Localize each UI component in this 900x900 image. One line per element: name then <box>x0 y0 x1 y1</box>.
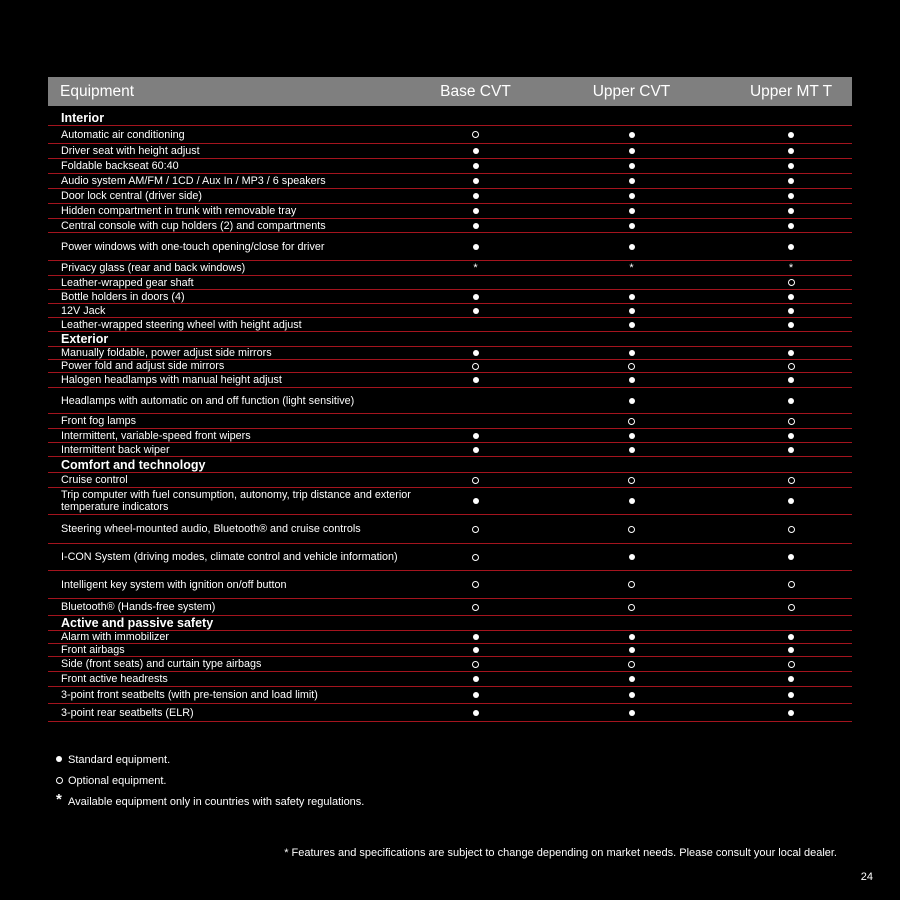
availability-cell <box>730 477 852 484</box>
availability-cell <box>730 676 852 682</box>
availability-cell <box>730 322 852 328</box>
availability-cell <box>533 363 730 370</box>
equipment-label: I-CON System (driving modes, climate control and vehicle information) <box>61 551 398 563</box>
table-row <box>48 318 852 332</box>
standard-dot-icon <box>788 433 794 439</box>
availability-cell <box>730 132 852 138</box>
standard-dot-icon <box>473 193 479 199</box>
table-row <box>48 174 852 189</box>
optional-circle-icon <box>472 477 479 484</box>
equipment-label: Hidden compartment in trunk with removable tray <box>61 205 297 217</box>
standard-dot-icon <box>629 244 635 250</box>
standard-dot-icon <box>629 647 635 653</box>
availability-cell <box>730 377 852 383</box>
standard-dot-icon <box>788 634 794 640</box>
table-header <box>48 77 852 106</box>
availability-cell <box>418 148 533 154</box>
availability-cell <box>533 676 730 682</box>
table-row <box>48 672 852 687</box>
availability-cell <box>418 208 533 214</box>
equipment-label: Foldable backseat 60:40 <box>61 160 179 172</box>
availability-cell <box>418 477 533 484</box>
header-upper-cvt: Upper CVT <box>592 82 671 100</box>
availability-cell <box>418 131 533 138</box>
equipment-label: Manually foldable, power adjust side mirrors <box>61 347 272 359</box>
section-title: Active and passive safety <box>48 616 852 631</box>
legend-optional-label: Optional equipment. <box>68 775 167 787</box>
availability-cell <box>730 634 852 640</box>
standard-dot-icon <box>629 350 635 356</box>
availability-cell <box>730 294 852 300</box>
availability-cell <box>730 710 852 716</box>
equipment-label: Leather-wrapped steering wheel with height adjust <box>61 318 302 331</box>
availability-cell <box>730 350 852 356</box>
header-base-cvt: Base CVT <box>440 82 511 100</box>
standard-dot-icon <box>473 377 479 383</box>
table-row <box>48 276 852 290</box>
equipment-label: Alarm with immobilizer <box>61 631 169 643</box>
standard-dot-icon <box>473 208 479 214</box>
standard-dot-icon <box>629 178 635 184</box>
table-row <box>48 704 852 722</box>
availability-cell <box>533 132 730 138</box>
equipment-label: Cruise control <box>61 474 128 486</box>
equipment-label: Central console with cup holders (2) and compartments <box>61 219 326 232</box>
table-row <box>48 571 852 599</box>
standard-dot-icon <box>629 498 635 504</box>
optional-circle-icon <box>472 604 479 611</box>
table-row <box>48 204 852 219</box>
availability-cell <box>730 526 852 533</box>
table-row <box>48 304 852 318</box>
equipment-label: Power fold and adjust side mirrors <box>61 360 225 372</box>
equipment-label: Bluetooth® (Hands-free system) <box>61 601 216 613</box>
availability-cell <box>730 647 852 653</box>
table-row <box>48 233 852 261</box>
standard-dot-icon <box>788 692 794 698</box>
standard-dot-icon <box>629 132 635 138</box>
availability-cell <box>730 661 852 668</box>
availability-cell <box>730 193 852 199</box>
availability-cell <box>533 604 730 611</box>
equipment-label: Leather-wrapped gear shaft <box>61 276 194 289</box>
availability-cell <box>533 398 730 404</box>
availability-cell <box>533 244 730 250</box>
standard-dot-icon <box>629 398 635 404</box>
legend-available <box>56 791 365 817</box>
section-title: Exterior <box>48 332 852 347</box>
standard-dot-icon <box>788 223 794 229</box>
standard-dot-icon <box>788 647 794 653</box>
standard-dot-icon <box>629 676 635 682</box>
availability-cell <box>418 433 533 439</box>
availability-cell <box>418 676 533 682</box>
availability-cell <box>533 526 730 533</box>
availability-cell <box>418 692 533 698</box>
table-row <box>48 159 852 174</box>
standard-dot-icon <box>629 433 635 439</box>
optional-circle-icon <box>788 477 795 484</box>
table-row <box>48 443 852 457</box>
standard-dot-icon <box>473 647 479 653</box>
standard-dot-icon <box>629 322 635 328</box>
section-title: Interior <box>48 106 852 126</box>
standard-dot-icon <box>473 710 479 716</box>
standard-dot-icon <box>629 634 635 640</box>
availability-cell <box>418 193 533 199</box>
availability-cell <box>533 264 730 272</box>
legend <box>56 754 364 817</box>
availability-cell <box>418 661 533 668</box>
optional-circle-icon <box>628 661 635 668</box>
table-row <box>48 347 852 360</box>
table-row <box>48 144 852 159</box>
optional-circle-icon <box>56 775 68 784</box>
legend-optional <box>56 775 364 796</box>
availability-cell <box>533 294 730 300</box>
availability-cell <box>533 322 730 328</box>
availability-cell <box>418 710 533 716</box>
table-row <box>48 373 852 388</box>
equipment-label: Front fog lamps <box>61 415 137 427</box>
equipment-label: Intermittent, variable-speed front wipers <box>61 429 251 442</box>
availability-cell <box>418 498 533 504</box>
table-row <box>48 687 852 704</box>
legend-standard-label: Standard equipment. <box>68 754 171 766</box>
equipment-label: Audio system AM/FM / 1CD / Aux In / MP3 / 6 speakers <box>61 175 326 187</box>
availability-cell <box>418 377 533 383</box>
availability-cell <box>533 477 730 484</box>
availability-cell <box>533 581 730 588</box>
page-number: 24 <box>860 871 873 883</box>
asterisk-icon: * <box>473 262 478 274</box>
standard-dot-icon <box>788 163 794 169</box>
equipment-label: Privacy glass (rear and back windows) <box>61 262 246 274</box>
standard-dot-icon <box>473 244 479 250</box>
availability-cell <box>730 178 852 184</box>
equipment-label: Steering wheel-mounted audio, Bluetooth® and cruise controls <box>61 523 361 535</box>
table-row <box>48 644 852 657</box>
table-row <box>48 599 852 616</box>
optional-circle-icon <box>472 581 479 588</box>
standard-dot-icon <box>788 132 794 138</box>
standard-dot-icon <box>56 754 68 762</box>
standard-dot-icon <box>629 294 635 300</box>
availability-cell <box>730 264 852 272</box>
equipment-label: Intelligent key system with ignition on/off button <box>61 578 287 591</box>
availability-cell <box>730 692 852 698</box>
standard-dot-icon <box>473 447 479 453</box>
standard-dot-icon <box>788 447 794 453</box>
equipment-label: Bottle holders in doors (4) <box>61 290 185 303</box>
equipment-label: Power windows with one-touch opening/close for driver <box>61 240 325 253</box>
optional-circle-icon <box>628 418 635 425</box>
availability-cell <box>730 604 852 611</box>
standard-dot-icon <box>473 294 479 300</box>
table-row <box>48 429 852 443</box>
availability-cell <box>730 163 852 169</box>
equipment-label: Intermittent back wiper <box>61 443 170 456</box>
optional-circle-icon <box>628 363 635 370</box>
footnote: * Features and specifications are subject to change depending on market needs. Please consult your local dealer. <box>284 847 837 859</box>
standard-dot-icon <box>629 692 635 698</box>
standard-dot-icon <box>788 193 794 199</box>
standard-dot-icon <box>788 398 794 404</box>
table-row <box>48 414 852 429</box>
availability-cell <box>418 308 533 314</box>
optional-circle-icon <box>788 418 795 425</box>
standard-dot-icon <box>788 554 794 560</box>
availability-cell <box>418 363 533 370</box>
equipment-label: Side (front seats) and curtain type airbags <box>61 658 262 670</box>
availability-cell <box>418 294 533 300</box>
equipment-label: 3-point front seatbelts (with pre-tension and load limit) <box>61 689 318 701</box>
optional-circle-icon <box>788 661 795 668</box>
standard-dot-icon <box>473 676 479 682</box>
availability-cell <box>730 554 852 560</box>
optional-circle-icon <box>628 477 635 484</box>
standard-dot-icon <box>473 148 479 154</box>
optional-circle-icon <box>788 279 795 286</box>
standard-dot-icon <box>629 710 635 716</box>
table-row <box>48 631 852 644</box>
asterisk-icon: * <box>788 262 794 274</box>
availability-cell <box>730 498 852 504</box>
table-row <box>48 488 852 515</box>
standard-dot-icon <box>788 308 794 314</box>
standard-dot-icon <box>788 148 794 154</box>
header-equipment: Equipment <box>60 82 135 100</box>
availability-cell <box>418 581 533 588</box>
table-row <box>48 219 852 233</box>
standard-dot-icon <box>788 498 794 504</box>
optional-circle-icon <box>472 363 479 370</box>
optional-circle-icon <box>472 554 479 561</box>
availability-cell <box>533 163 730 169</box>
equipment-label: Driver seat with height adjust <box>61 145 200 157</box>
standard-dot-icon <box>629 163 635 169</box>
equipment-label: Door lock central (driver side) <box>61 190 203 202</box>
availability-cell <box>533 634 730 640</box>
availability-cell <box>730 433 852 439</box>
standard-dot-icon <box>473 178 479 184</box>
availability-cell <box>730 447 852 453</box>
optional-circle-icon <box>788 604 795 611</box>
availability-cell <box>418 223 533 229</box>
standard-dot-icon <box>473 692 479 698</box>
standard-dot-icon <box>629 148 635 154</box>
standard-dot-icon <box>473 498 479 504</box>
availability-cell <box>730 208 852 214</box>
standard-dot-icon <box>788 208 794 214</box>
availability-cell <box>418 178 533 184</box>
availability-cell <box>418 647 533 653</box>
availability-cell <box>418 264 533 272</box>
section-title: Comfort and technology <box>48 457 852 473</box>
standard-dot-icon <box>788 322 794 328</box>
availability-cell <box>418 604 533 611</box>
optional-circle-icon <box>472 526 479 533</box>
availability-cell <box>730 244 852 250</box>
optional-circle-icon <box>788 581 795 588</box>
availability-cell <box>533 350 730 356</box>
availability-cell <box>533 223 730 229</box>
availability-cell <box>533 661 730 668</box>
table-row <box>48 126 852 144</box>
legend-standard <box>56 754 364 775</box>
asterisk-icon: * <box>629 262 634 274</box>
standard-dot-icon <box>473 433 479 439</box>
availability-cell <box>730 581 852 588</box>
standard-dot-icon <box>788 178 794 184</box>
optional-circle-icon <box>628 526 635 533</box>
availability-cell <box>730 363 852 370</box>
availability-cell <box>533 498 730 504</box>
availability-cell <box>730 398 852 404</box>
standard-dot-icon <box>788 294 794 300</box>
standard-dot-icon <box>629 554 635 560</box>
standard-dot-icon <box>473 223 479 229</box>
standard-dot-icon <box>788 676 794 682</box>
availability-cell <box>730 279 852 286</box>
availability-cell <box>533 308 730 314</box>
standard-dot-icon <box>473 634 479 640</box>
availability-cell <box>533 208 730 214</box>
table-body <box>48 106 852 722</box>
availability-cell <box>533 692 730 698</box>
availability-cell <box>418 163 533 169</box>
availability-cell <box>533 433 730 439</box>
table-row <box>48 473 852 488</box>
standard-dot-icon <box>629 308 635 314</box>
standard-dot-icon <box>473 308 479 314</box>
optional-circle-icon <box>628 581 635 588</box>
table-row <box>48 657 852 672</box>
availability-cell <box>533 148 730 154</box>
standard-dot-icon <box>473 163 479 169</box>
equipment-label: 3-point rear seatbelts (ELR) <box>61 706 194 719</box>
availability-cell <box>418 244 533 250</box>
legend-available-label: Available equipment only in countries with safety regulations. <box>68 796 365 808</box>
availability-cell <box>533 447 730 453</box>
standard-dot-icon <box>629 447 635 453</box>
equipment-label: Halogen headlamps with manual height adjust <box>61 374 282 386</box>
availability-cell <box>730 418 852 425</box>
availability-cell <box>533 710 730 716</box>
standard-dot-icon <box>473 350 479 356</box>
availability-cell <box>533 377 730 383</box>
standard-dot-icon <box>629 377 635 383</box>
equipment-table <box>48 77 852 722</box>
optional-circle-icon <box>472 661 479 668</box>
availability-cell <box>533 554 730 560</box>
equipment-label: Front active headrests <box>61 673 168 685</box>
table-row <box>48 515 852 544</box>
availability-cell <box>533 178 730 184</box>
table-row <box>48 544 852 571</box>
availability-cell <box>418 447 533 453</box>
standard-dot-icon <box>788 377 794 383</box>
table-row <box>48 189 852 204</box>
standard-dot-icon <box>629 193 635 199</box>
standard-dot-icon <box>629 208 635 214</box>
availability-cell <box>730 148 852 154</box>
availability-cell <box>533 193 730 199</box>
standard-dot-icon <box>629 223 635 229</box>
availability-cell <box>418 554 533 561</box>
optional-circle-icon <box>628 604 635 611</box>
equipment-label: Trip computer with fuel consumption, autonomy, trip distance and exterior temperature indicators <box>61 489 411 513</box>
asterisk-icon: * <box>56 791 62 808</box>
optional-circle-icon <box>788 363 795 370</box>
availability-cell <box>418 350 533 356</box>
optional-circle-icon <box>788 526 795 533</box>
availability-cell <box>533 418 730 425</box>
table-row <box>48 290 852 304</box>
table-row <box>48 360 852 373</box>
standard-dot-icon <box>788 710 794 716</box>
table-row <box>48 261 852 276</box>
equipment-label: Front airbags <box>61 644 125 656</box>
availability-cell <box>730 308 852 314</box>
header-upper-mt-t: Upper MT T <box>749 82 833 100</box>
standard-dot-icon <box>788 244 794 250</box>
equipment-label: Automatic air conditioning <box>61 128 185 141</box>
table-row <box>48 388 852 414</box>
equipment-label: Headlamps with automatic on and off function (light sensitive) <box>61 394 355 407</box>
availability-cell <box>418 634 533 640</box>
standard-dot-icon <box>788 350 794 356</box>
availability-cell <box>730 223 852 229</box>
availability-cell <box>418 526 533 533</box>
availability-cell <box>533 647 730 653</box>
optional-circle-icon <box>472 131 479 138</box>
equipment-label: 12V Jack <box>61 304 106 317</box>
